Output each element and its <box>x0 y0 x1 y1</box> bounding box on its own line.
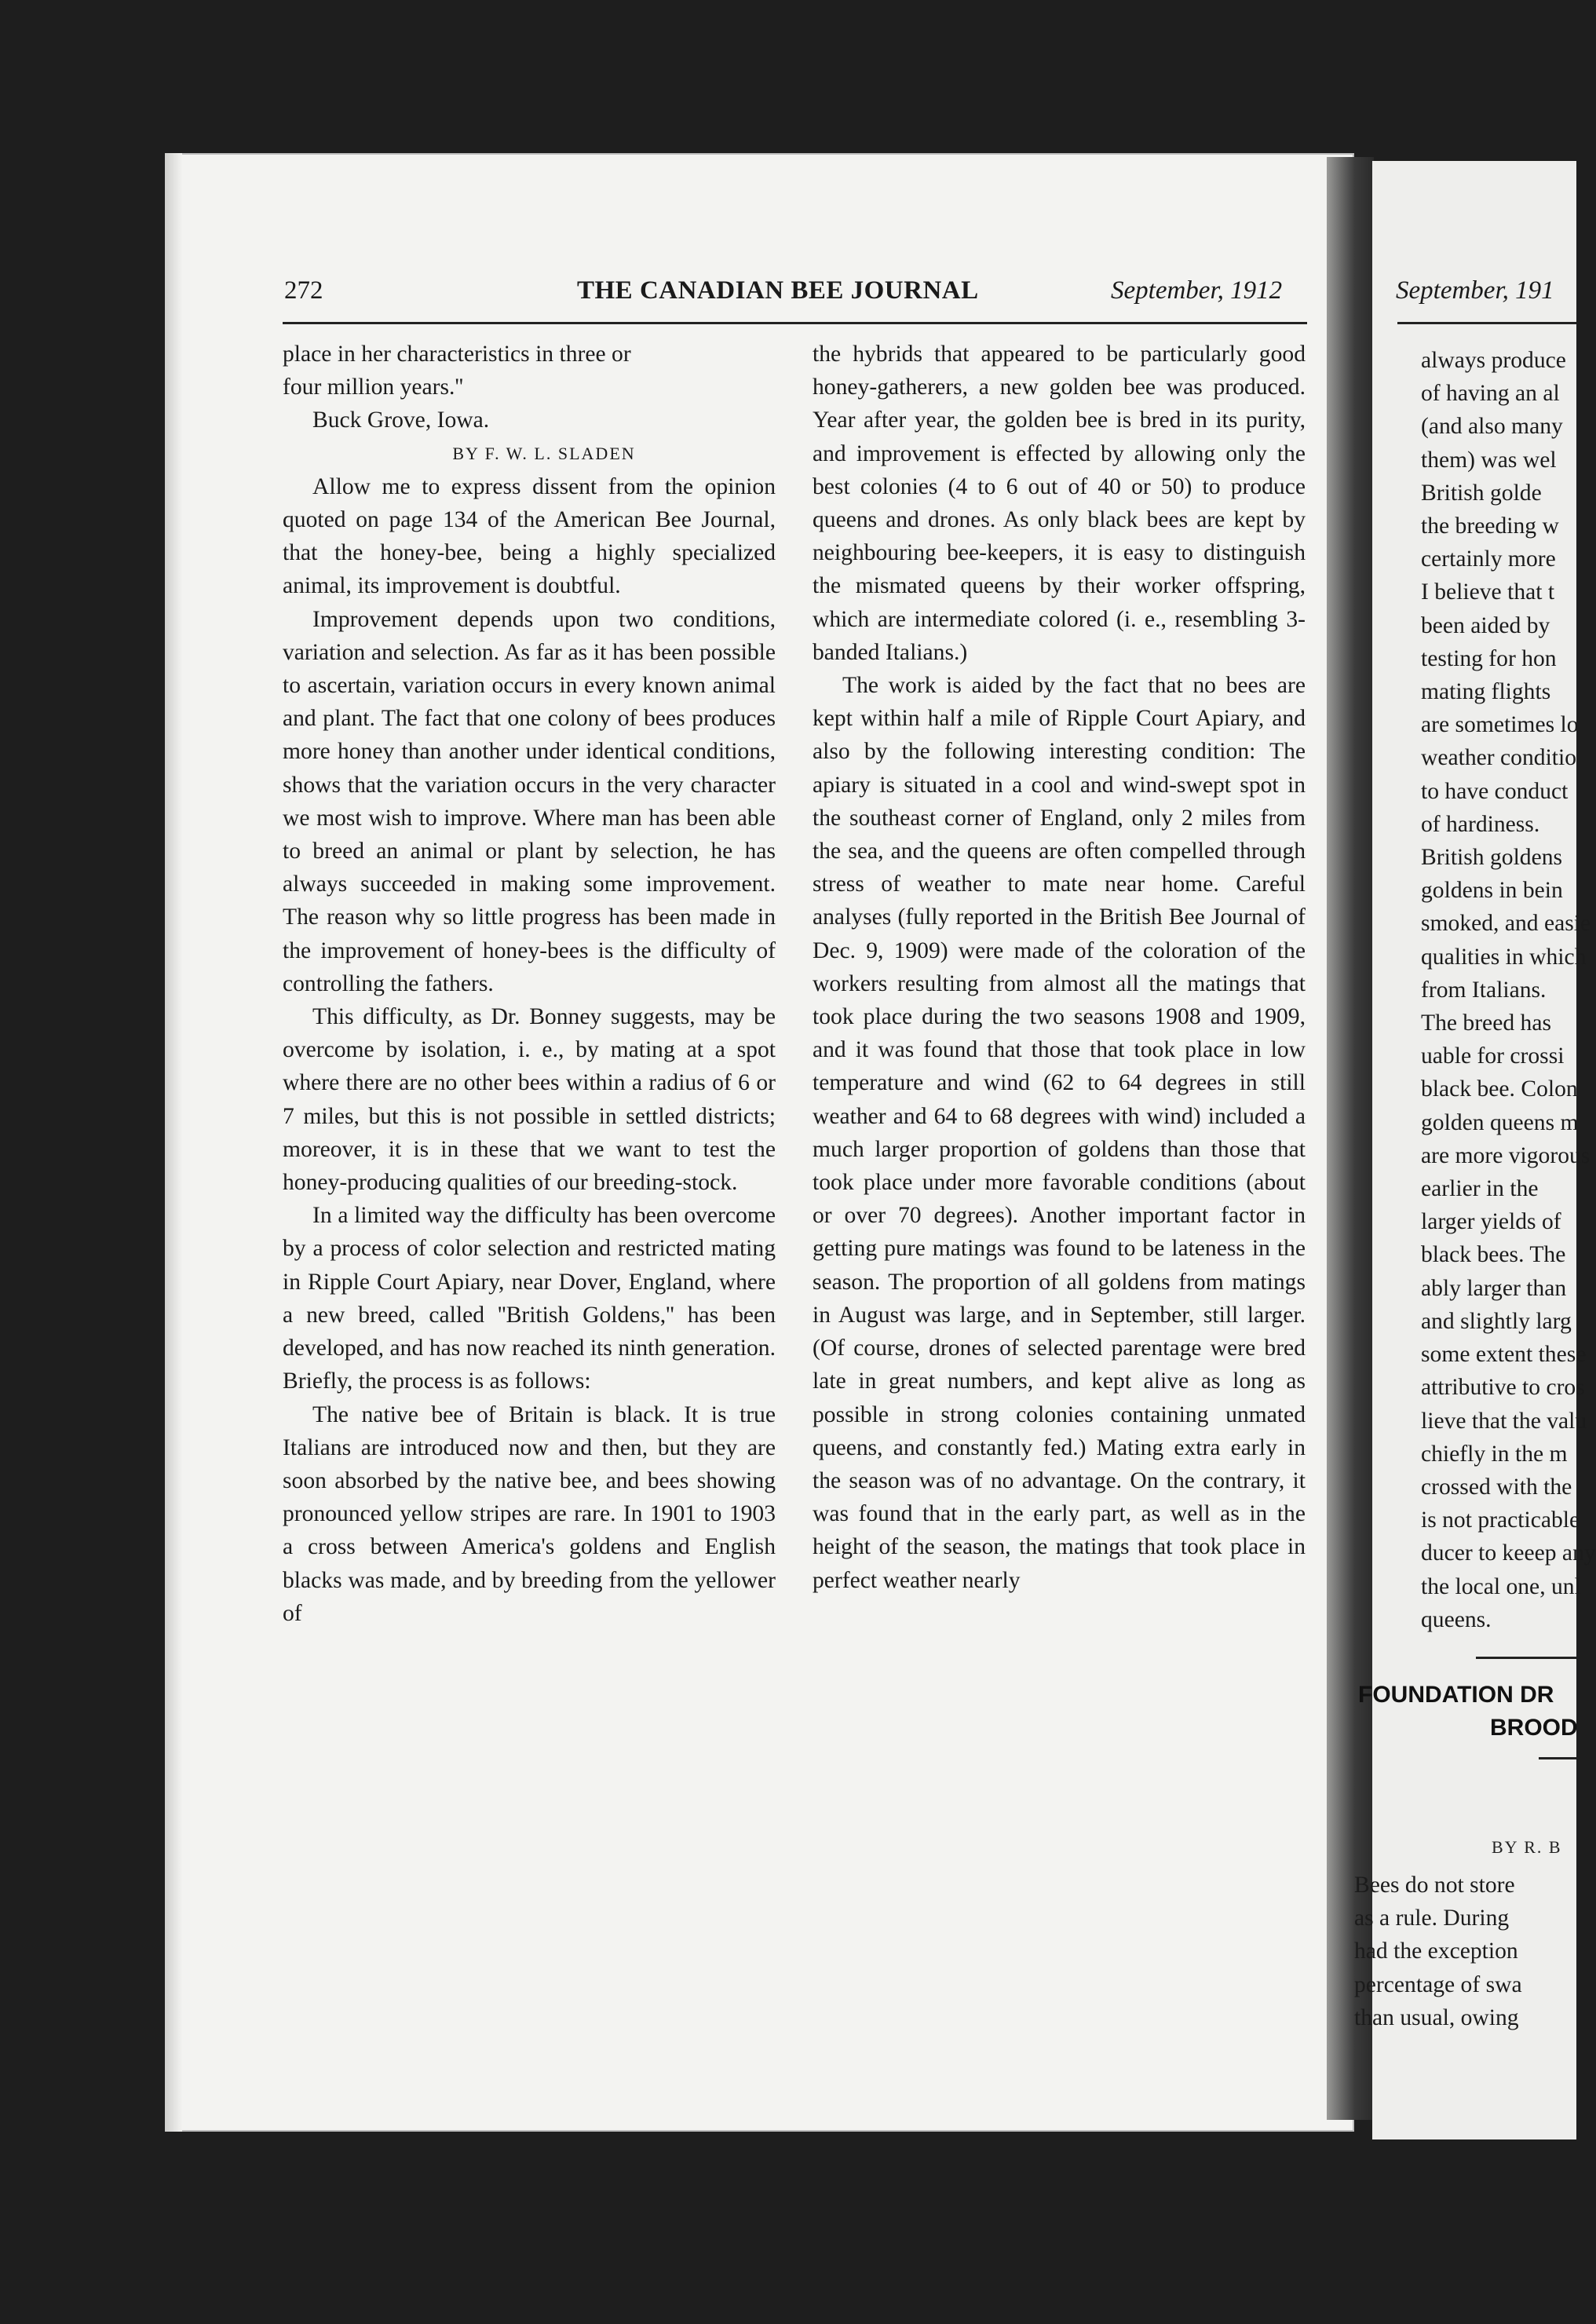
line: ably larger than <box>1421 1275 1567 1301</box>
line: is not practicable <box>1421 1507 1580 1533</box>
line: goldens in bein <box>1421 878 1563 904</box>
line: qualities in which <box>1421 944 1587 970</box>
line: Bees do not store <box>1354 1873 1515 1898</box>
page-number: 272 <box>284 276 323 305</box>
heading-rule-bottom <box>1539 1757 1576 1759</box>
intro-line: four million years.'' <box>283 375 464 400</box>
line: percentage of swa <box>1354 1971 1522 1997</box>
line: are more vigorous <box>1421 1142 1591 1168</box>
journal-title: THE CANADIAN BEE JOURNAL <box>577 276 979 305</box>
heading-line-1: FOUNDATION DR <box>1358 1682 1554 1708</box>
line: queens. <box>1421 1606 1492 1632</box>
line: black bee. Colon <box>1421 1076 1578 1102</box>
paragraph: Improvement depends upon two conditions, variation and selection. As far as it has been possible to ascertain, variation occurs in every known animal and plant. The fact that one colony of bees produces more honey than another under identical conditions, shows that the variation occurs in the very character we most wish to improve. Where man has been able to breed an animal or plant by selection, he has always succeeded in making some improvement. The reason why so little progress has been made in the improvement of honey-bees is the difficulty of controlling the fathers. <box>283 606 776 996</box>
line: earlier in the <box>1421 1176 1539 1202</box>
line: mating flights <box>1421 679 1551 705</box>
header-rule <box>283 322 1307 324</box>
line: certainly more <box>1421 546 1556 572</box>
paragraph: Allow me to express dissent from the opinion quoted on page 134 of the American Bee Journal, that the honey-bee, being a highly specialized animal, its improvement is doubtful. <box>283 473 776 599</box>
line: golden queens m <box>1421 1109 1579 1135</box>
line: I believe that t <box>1421 579 1555 605</box>
line: had the exception <box>1354 1938 1518 1964</box>
paragraph: This difficulty, as Dr. Bonney suggests, may be overcome by isolation, i. e., by mating at a spot where there are no other bees within a radius of 6 or 7 miles, but this is not possible in settled districts; moreover, it is in these that we want to test the honey-producing qualities of our breeding-stock. <box>283 1004 776 1196</box>
next-page-date: September, 191 <box>1396 276 1554 305</box>
line: of having an al <box>1421 381 1560 407</box>
column-2 <box>813 338 1306 1597</box>
line: the breeding w <box>1421 513 1559 539</box>
line: crossed with the <box>1421 1474 1572 1500</box>
line: been aided by <box>1421 612 1550 638</box>
next-article-byline: BY R. B <box>1492 1837 1562 1857</box>
line: British golde <box>1421 480 1542 506</box>
paragraph: The native bee of Britain is black. It is true Italians are introduced now and then, but they are soon absorbed by the native bee, and bees showing pronounced yellow stripes are rare. In 1901 to 1903 a cross between America's goldens and English blacks was made, and by breeding from the yellower of <box>283 1401 776 1626</box>
line: ducer to keeep any <box>1421 1540 1596 1566</box>
column-3-bottom <box>1354 1869 1578 2034</box>
paragraph: the hybrids that appeared to be particularly good honey-gatherers, a new golden bee was produced. Year after year, the golden bee is bred in its purity, and improvement is effected by allowing only the best colonies (4 to 6 out of 40 or 50) to produce queens and drones. As only black bees are kept by neighbouring bee-keepers, it is easy to distinguish the mismated queens by their worker offspring, which are intermediate colored (i. e., resembling 3-banded Italians.) <box>813 342 1306 665</box>
line: chiefly in the m <box>1421 1441 1568 1467</box>
line: the local one, unl <box>1421 1573 1581 1599</box>
heading-line-2: BROOD <box>1490 1715 1578 1741</box>
line: than usual, owing <box>1354 2004 1519 2030</box>
article-byline: BY F. W. L. SLADEN <box>452 443 636 463</box>
line: black bees. The <box>1421 1242 1566 1268</box>
line: always produce <box>1421 348 1566 373</box>
line: attributive to cros <box>1421 1375 1585 1401</box>
line: them) was wel <box>1421 447 1557 473</box>
line: of hardiness. <box>1421 811 1540 837</box>
line: and slightly larg <box>1421 1308 1572 1334</box>
line: uable for crossi <box>1421 1043 1565 1069</box>
line: British goldens <box>1421 845 1563 871</box>
line: are sometimes lo <box>1421 712 1579 738</box>
book-gutter <box>1327 157 1374 2120</box>
heading-rule-top <box>1476 1657 1576 1659</box>
next-header-rule <box>1397 322 1576 324</box>
line: The breed has <box>1421 1010 1551 1036</box>
line: as a rule. During <box>1354 1906 1510 1931</box>
line: larger yields of <box>1421 1209 1561 1235</box>
line: from Italians. <box>1421 977 1547 1003</box>
intro-line: place in her characteristics in three or <box>283 342 631 367</box>
line: testing for hon <box>1421 645 1557 671</box>
issue-date: September, 1912 <box>1111 276 1283 305</box>
line: smoked, and easie <box>1421 911 1591 937</box>
next-article-heading <box>1358 1679 1586 1745</box>
line: (and also many <box>1421 414 1563 440</box>
paragraph: The work is aided by the fact that no bees are kept within half a mile of Ripple Court Apiary, and also by the following interesting condition: The apiary is situated in a cool and wind-swept spot in the southeast corner of England, only 2 miles from the sea, and the queens are often compelled through stress of weather to mate near home. Careful analyses (fully reported in the British Bee Journal of Dec. 9, 1909) were made of the coloration of the workers resulting from almost all the matings that took place during the two seasons 1908 and 1909, and it was found that those that took place in low temperature and wind (62 to 64 degrees in still weather and 64 to 68 degrees with wind) included a much larger proportion of goldens than those that took place under more favorable conditions (about or over 70 degrees). Another important factor in getting pure matings was found to be lateness in the season. The proportion of all goldens from matings in August was large, and in September, still larger. (Of course, drones of selected parentage were bred late in great numbers, and kept alive as long as possible in strong colonies containing unmated queens, and constantly fed.) Mating extra early in the season was of no advantage. On the contrary, it was found that in the early part, as well as in the height of the season, the matings that took place in perfect weather nearly <box>813 673 1306 1593</box>
column-3-partial <box>1391 344 1596 1636</box>
line: lieve that the valu <box>1421 1408 1587 1434</box>
paragraph: In a limited way the difficulty has been overcome by a process of color selection and restricted mating in Ripple Court Apiary, near Dover, England, where a new breed, called ''British Goldens,'' has been developed, and has now reached its ninth generation. Briefly, the process is as follows: <box>283 1203 776 1394</box>
line: weather conditio <box>1421 745 1577 771</box>
column-1 <box>283 338 776 1630</box>
line: some extent these <box>1421 1342 1587 1368</box>
place-line: Buck Grove, Iowa. <box>312 407 490 433</box>
line: to have conduct <box>1421 778 1569 804</box>
